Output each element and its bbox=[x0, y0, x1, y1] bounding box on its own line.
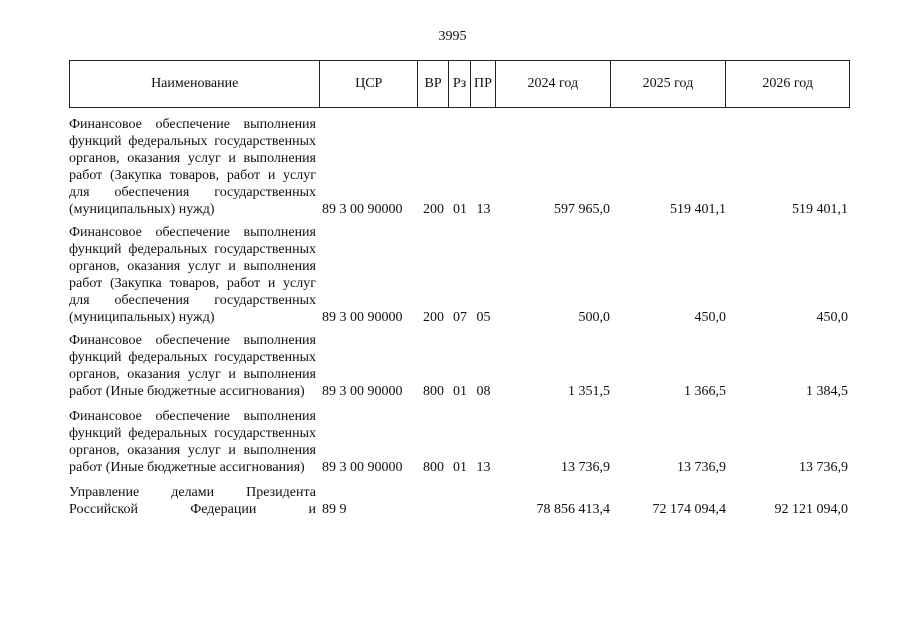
row-2026: 450,0 bbox=[816, 310, 848, 325]
header-name: Наименование bbox=[70, 61, 320, 107]
row-2024: 78 856 413,4 bbox=[536, 502, 610, 517]
header-rz: Рз bbox=[449, 61, 471, 107]
row-csr: 89 3 00 90000 bbox=[322, 202, 403, 217]
row-vr: 800 bbox=[423, 384, 444, 399]
row-pr: 08 bbox=[476, 384, 491, 399]
table-row bbox=[69, 408, 850, 476]
row-2025: 13 736,9 bbox=[677, 460, 726, 475]
row-2026: 13 736,9 bbox=[799, 460, 848, 475]
row-vr: 200 bbox=[423, 310, 444, 325]
row-vr: 800 bbox=[423, 460, 444, 475]
header-2026: 2026 год bbox=[762, 76, 813, 91]
row-rz: 01 bbox=[453, 384, 467, 399]
header-2024: 2024 год bbox=[496, 61, 611, 107]
row-name: Финансовое обеспечение выполнения функций федеральных государственных органов, оказания услуг и выполнения работ (Закупка товаров, работ и услуг для обеспечения государственных (муниципальных) нужд) bbox=[69, 117, 316, 217]
row-2026: 519 401,1 bbox=[792, 202, 848, 217]
header-pr: ПР bbox=[471, 61, 496, 107]
page-number: 3995 bbox=[438, 29, 467, 44]
row-csr: 89 3 00 90000 bbox=[322, 310, 403, 325]
row-rz: 01 bbox=[453, 460, 467, 475]
row-2024: 597 965,0 bbox=[554, 202, 610, 217]
row-2025: 72 174 094,4 bbox=[652, 502, 726, 517]
row-rz: 07 bbox=[453, 310, 467, 325]
table-row bbox=[69, 224, 850, 326]
header-2025: 2025 год bbox=[611, 61, 727, 107]
row-csr: 89 3 00 90000 bbox=[322, 460, 403, 475]
row-pr: 05 bbox=[476, 310, 491, 325]
row-2024: 13 736,9 bbox=[561, 460, 610, 475]
row-name: Финансовое обеспечение выполнения функций федеральных государственных органов, оказания услуг и выполнения работ (Иные бюджетные ассигнования) bbox=[69, 409, 316, 475]
table-row bbox=[69, 332, 850, 400]
row-csr: 89 9 bbox=[322, 502, 347, 517]
row-name: Управление делами Президента Российской Федерации и bbox=[69, 485, 316, 517]
row-rz: 01 bbox=[453, 202, 467, 217]
table-header bbox=[69, 60, 850, 108]
header-vr: ВР bbox=[418, 61, 449, 107]
row-name: Финансовое обеспечение выполнения функций федеральных государственных органов, оказания услуг и выполнения работ (Иные бюджетные ассигнования) bbox=[69, 333, 316, 399]
row-2025: 1 366,5 bbox=[684, 384, 726, 399]
header-csr: ЦСР bbox=[320, 61, 418, 107]
row-2024: 500,0 bbox=[578, 310, 610, 325]
row-2026: 92 121 094,0 bbox=[774, 502, 848, 517]
row-vr: 200 bbox=[423, 202, 444, 217]
row-2024: 1 351,5 bbox=[568, 384, 610, 399]
row-name: Финансовое обеспечение выполнения функций федеральных государственных органов, оказания услуг и выполнения работ (Закупка товаров, работ и услуг для обеспечения государственных (муниципальных) нужд) bbox=[69, 225, 316, 325]
row-2026: 1 384,5 bbox=[806, 384, 848, 399]
row-pr: 13 bbox=[476, 202, 491, 217]
table-row bbox=[69, 116, 850, 218]
table-row bbox=[69, 484, 850, 518]
row-2025: 519 401,1 bbox=[670, 202, 726, 217]
row-2025: 450,0 bbox=[694, 310, 726, 325]
row-csr: 89 3 00 90000 bbox=[322, 384, 403, 399]
row-pr: 13 bbox=[476, 460, 491, 475]
table-body bbox=[69, 116, 850, 518]
